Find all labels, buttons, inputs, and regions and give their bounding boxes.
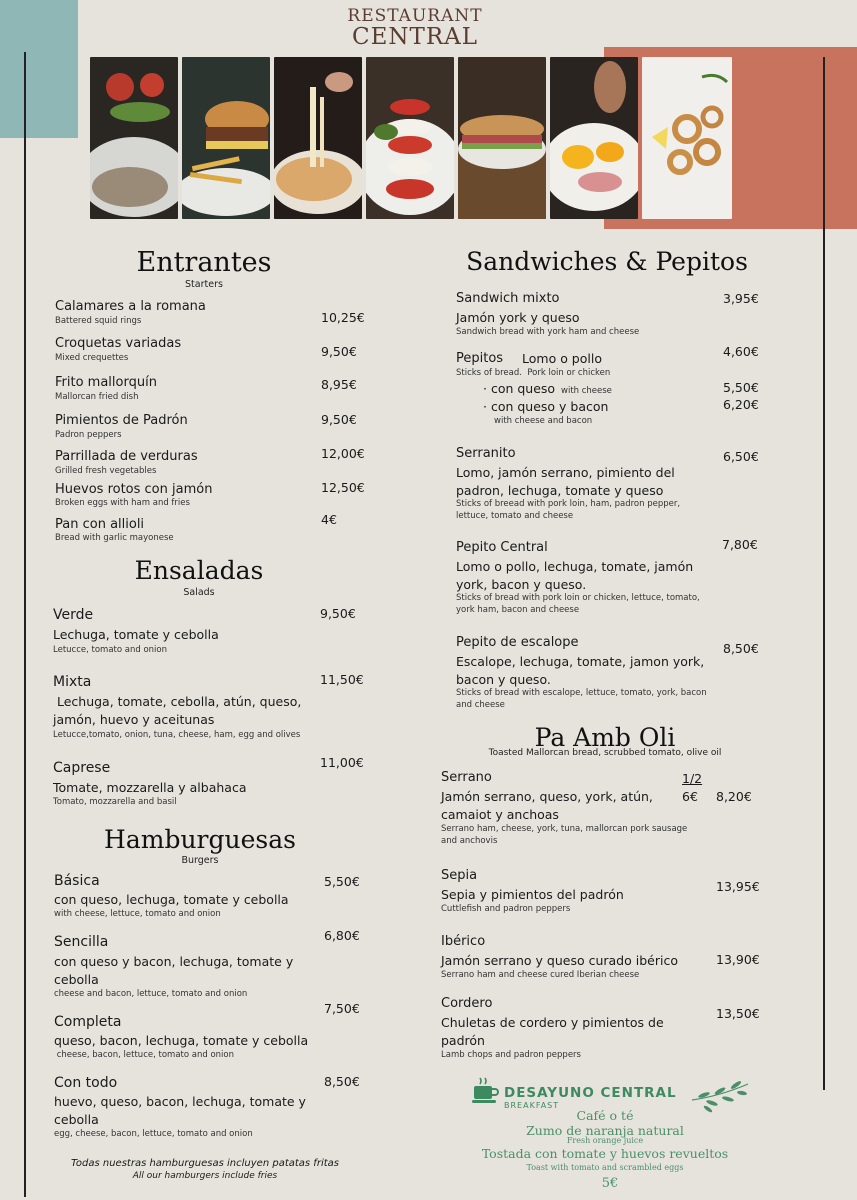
menu-item-price: 9,50€ [321,412,357,427]
menu-item-en: Cuttlefish and padron peppers [441,904,571,914]
desayuno-line-juice: Zumo de naranja natural [526,1123,684,1138]
menu-item-desc: Tomate, mozzarella y albahaca [53,780,247,795]
menu-item-desc: padrón [441,1033,485,1048]
menu-item-name: Huevos rotos con jamón [55,482,213,497]
menu-item-en: and cheese [456,700,505,710]
menu-item-name: Completa [54,1014,122,1030]
hamburguesas-title: Hamburguesas [104,825,296,854]
menu-item-desc: Lomo, jamón serrano, pimiento del [456,465,675,480]
menu-item-price: 6,50€ [723,449,759,464]
menu-item-desc: huevo, queso, bacon, lechuga, tomate y [54,1094,306,1109]
menu-item-en: Serrano ham and cheese cured Iberian cheese [441,970,640,980]
menu-item-name-detail: Lomo o pollo [522,351,602,366]
menu-item-en: cheese, bacon, lettuce, tomato and onion [54,1050,234,1060]
menu-item-en: cheese and bacon, lettuce, tomato and onion [54,989,248,999]
menu-item-name: Croquetas variadas [55,336,182,351]
desayuno-line-toast: Tostada con tomate y huevos revueltos [481,1146,729,1161]
menu-item-en: with cheese, lettuce, tomato and onion [54,909,221,919]
restaurant-label: RESTAURANT [347,6,483,26]
menu-item-desc: Escalope, lechuga, tomate, jamon york, [456,654,705,669]
menu-item-desc: Lechuga, tomate y cebolla [53,627,219,642]
menu-item-price: 3,95€ [723,291,759,306]
photo-pizza [274,57,362,219]
menu-item-price: 12,50€ [321,480,365,495]
menu-item-en: Mallorcan fried dish [55,392,139,402]
menu-item-price: 12,00€ [321,446,365,461]
menu-item-price: 9,50€ [320,606,356,621]
restaurant-name: CENTRAL [351,24,479,50]
menu-item-desc: Jamón serrano y queso curado ibérico [441,953,678,968]
entrantes-title: Entrantes [136,247,272,278]
menu-item-price: 13,95€ [716,879,760,894]
desayuno-line-toast-en: Toast with tomato and scrambled eggs [526,1163,684,1172]
menu-item-en: Letucce,tomato, onion, tuna, cheese, ham, egg and olives [53,730,301,740]
menu-item-en: egg, cheese, bacon, lettuce, tomato and onion [54,1129,253,1139]
desayuno-line-juice-en: Fresh orange juice [566,1136,644,1145]
menu-item-en: Lamb chops and padron peppers [441,1050,581,1060]
photo-sandwich [458,57,546,219]
menu-item-en: york ham, bacon and cheese [456,605,580,615]
menu-item-name: Pimientos de Padrón [55,413,188,428]
menu-item-desc: camaiot y anchoas [441,807,559,822]
menu-item-price: 8,50€ [723,641,759,656]
option-price: 6,20€ [723,397,759,412]
fries-note: Todas nuestras hamburguesas incluyen patatas fritas [71,1158,339,1169]
menu-item-desc: cebolla [54,972,99,987]
option-en: with cheese and bacon [494,416,593,426]
menu-item-desc: con queso, lechuga, tomate y cebolla [54,892,289,907]
menu-item-price: 13,50€ [716,1006,760,1021]
menu-item-en: Padron peppers [55,430,122,440]
menu-item-name: Verde [53,607,94,623]
menu-item-price: 9,50€ [321,344,357,359]
desayuno-line-coffee: Café o té [576,1108,634,1123]
option-price: 5,50€ [723,380,759,395]
menu-item-desc: queso, bacon, lechuga, tomate y cebolla [54,1033,309,1048]
menu-item-desc: cebolla [54,1112,99,1127]
menu-item-en: Broken eggs with ham and fries [55,498,190,508]
menu-item-en: Sticks of bread with escalope, lettuce, tomato, york, bacon [456,688,707,698]
menu-item-name: Cordero [441,996,493,1011]
photo-calamari [642,57,732,219]
ensaladas-title: Ensaladas [134,556,264,585]
hamburguesas-subtitle: Burgers [181,855,219,866]
menu-item-en: Battered squid rings [55,316,142,326]
menu-item-desc: jamón, huevo y aceitunas [53,712,215,727]
menu-item-name: Frito mallorquín [55,375,157,390]
teal-corner-block [0,0,78,138]
menu-item-price: 11,00€ [320,755,364,770]
menu-item-en: Letucce, tomato and onion [53,645,168,655]
menu-item-en: Tomato, mozzarella and basil [53,797,177,807]
menu-item-desc: york, bacon y queso. [456,577,587,592]
menu-item-name: Pepito de escalope [456,635,579,650]
menu-item-en: Sticks of bread with pork loin or chicken, lettuce, tomato, [456,593,700,603]
desayuno-subtitle: BREAKFAST [504,1101,560,1110]
menu-item-name: Con todo [54,1075,118,1091]
menu-item-name: Serranito [456,446,516,461]
menu-item-name: Pepito Central [456,540,548,555]
paamboli-subtitle: Toasted Mallorcan bread, scrubbed tomato, olive oil [488,748,722,758]
menu-item-price: 5,50€ [324,874,360,889]
menu-item-desc: con queso y bacon, lechuga, tomate y [54,954,294,969]
menu-item-desc: Jamón york y queso [456,310,580,325]
photo-burger [182,57,270,219]
menu-item-name: Básica [54,873,100,889]
menu-item-price: 10,25€ [321,310,365,325]
photo-eggs [550,57,638,219]
menu-item-name: Sepia [441,868,478,883]
menu-item-name: Mixta [53,674,92,690]
menu-item-en: lettuce, tomato and cheese [456,511,574,521]
photo-fish [90,57,178,219]
menu-item-desc: Chuletas de cordero y pimientos de [441,1015,664,1030]
menu-item-desc: bacon y queso. [456,672,551,687]
menu-item-name: Ibérico [441,934,486,949]
menu-item-price: 7,80€ [722,537,758,552]
half-portion-label: 1/2 [682,771,703,786]
coffee-cup-icon [471,1076,501,1106]
menu-item-desc: Sepia y pimientos del padrón [441,887,624,902]
option-en: with cheese [561,386,612,396]
right-vertical-rule [823,57,825,1090]
menu-item-name: Sandwich mixto [456,291,560,306]
left-vertical-rule [24,52,26,1197]
ensaladas-subtitle: Salads [183,587,215,598]
menu-item-price: 6,80€ [324,928,360,943]
option-label: · con queso [483,381,556,396]
menu-item-en: Sandwich bread with york ham and cheese [456,327,640,337]
menu-item-price: 4,60€ [723,344,759,359]
entrantes-subtitle: Starters [185,279,223,290]
menu-item-en: Sticks of bread. Pork loin or chicken [456,368,611,378]
menu-item-name: Serrano [441,770,492,785]
menu-item-en: Grilled fresh vegetables [55,466,157,476]
menu-item-desc: padron, lechuga, tomate y queso [456,483,664,498]
menu-item-name: Sencilla [54,934,109,950]
menu-item-name: Parrillada de verduras [55,449,198,464]
paamboli-title: Pa Amb Oli [534,723,676,752]
sandwiches-title: Sandwiches & Pepitos [466,247,748,276]
menu-item-desc: Lechuga, tomate, cebolla, atún, queso, [53,694,302,709]
menu-item-en: Serrano ham, cheese, york, tuna, mallorcan pork sausage [441,824,688,834]
desayuno-price: 5€ [601,1176,619,1191]
menu-item-price: 13,90€ [716,952,760,967]
menu-item-price: 8,50€ [324,1074,360,1089]
menu-item-price: 11,50€ [320,672,364,687]
menu-item-en: Sticks of breead with pork loin, ham, padron pepper, [456,499,681,509]
menu-item-en: Bread with garlic mayonese [55,533,174,543]
option-label: · con queso y bacon [483,399,609,414]
photo-caprese [366,57,454,219]
fries-note-en: All our hamburgers include fries [132,1171,278,1181]
menu-item-price: 8,20€ [716,789,752,804]
menu-item-name: Pepitos [456,351,504,366]
desayuno-title: DESAYUNO CENTRAL [504,1085,677,1101]
menu-item-name: Caprese [53,760,111,776]
half-portion-price: 6€ [682,789,698,804]
menu-item-price: 4€ [321,512,337,527]
menu-item-name: Calamares a la romana [55,299,206,314]
menu-item-en: Mixed crequettes [55,353,129,363]
menu-item-desc: Jamón serrano, queso, york, atún, [441,789,653,804]
menu-item-name: Pan con allioli [55,517,145,532]
menu-item-en: and anchovis [441,836,498,846]
menu-item-desc: Lomo o pollo, lechuga, tomate, jamón [456,559,694,574]
menu-item-price: 7,50€ [324,1001,360,1016]
menu-item-price: 8,95€ [321,377,357,392]
